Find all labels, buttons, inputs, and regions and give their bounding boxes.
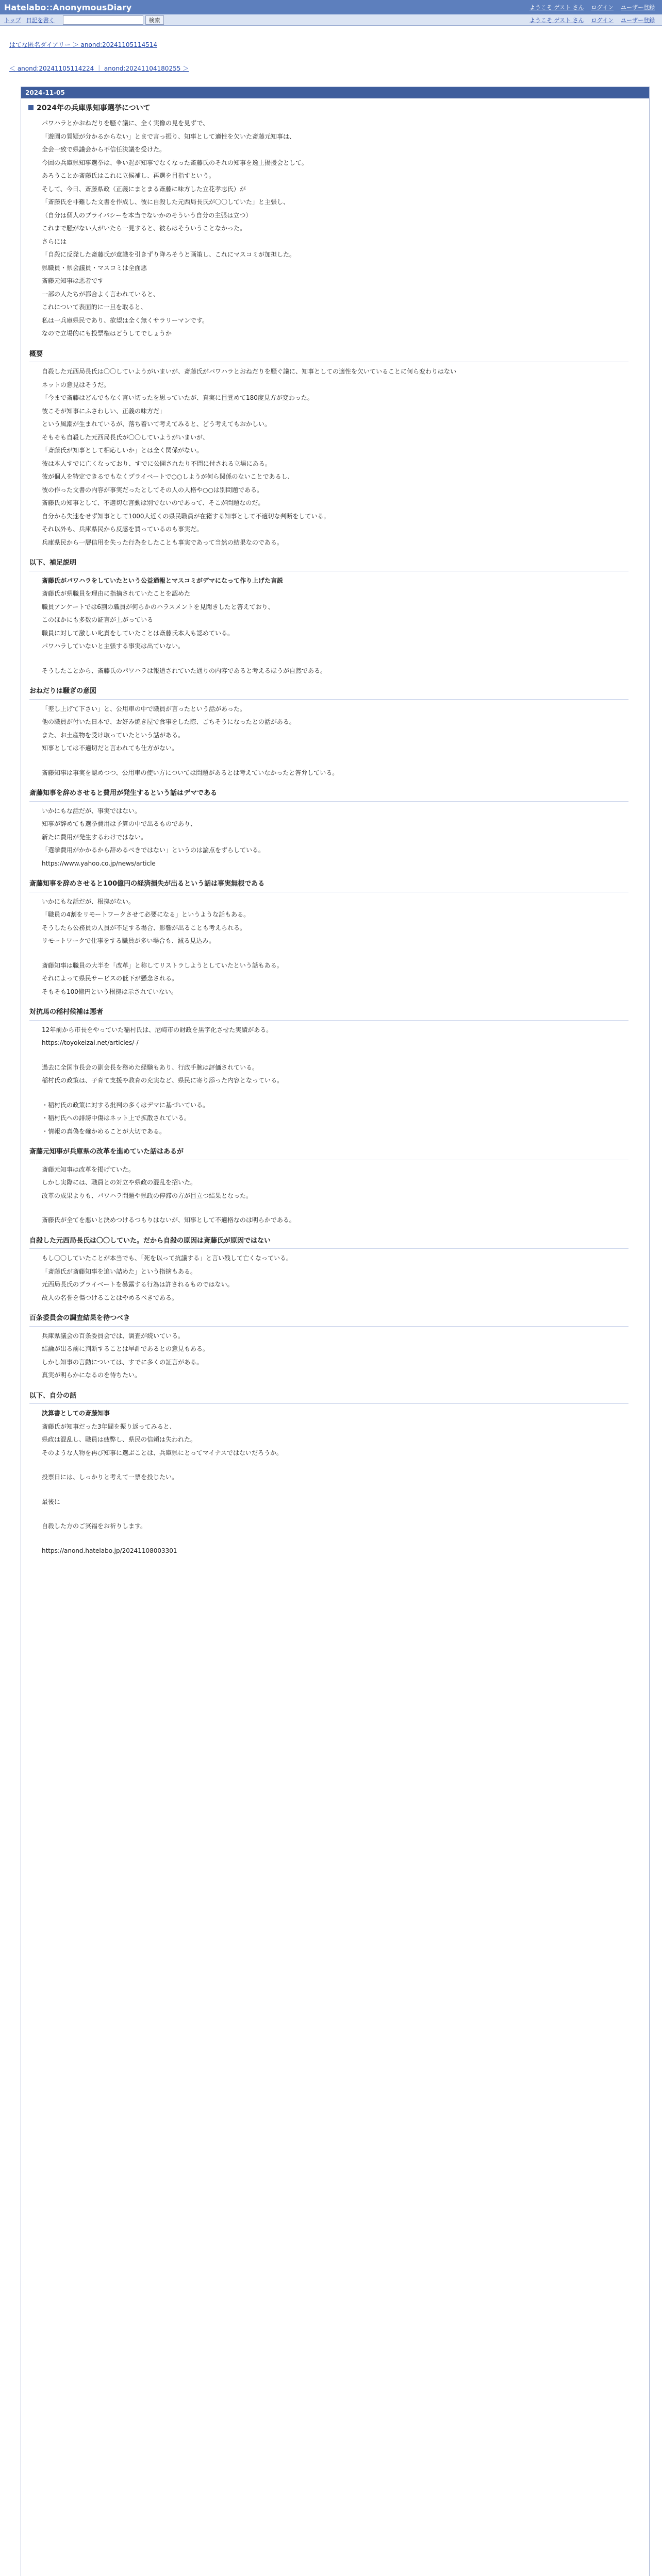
paragraph-line: なので立場的にも投票権はどうしてでしょうか — [42, 330, 172, 337]
paragraph-line: 斎藤元知事は改革を掲げていた。 — [42, 1165, 135, 1173]
paragraph-line: 県政は混乱し、職員は疲弊し、県民の信頼は失われた。 — [42, 1436, 197, 1443]
paragraph-line: 今回の兵庫県知事選挙は、争い起が知事でなくなった斎藤氏のそれの知事を逸上揚援会として。 — [42, 159, 308, 166]
subbar-link-register[interactable]: ユーザー登録 — [621, 16, 655, 24]
paragraph-line: 「斎藤氏が斎藤知事を追い詰めた」という指摘もある。 — [42, 1267, 197, 1275]
topbar-link-welcome[interactable]: ようこそ ゲスト さん — [529, 4, 584, 11]
paragraph-line: 斎藤氏が全てを悪いと決めつけるつもりはないが、知事として不適格なのは明らかである。 — [42, 1216, 295, 1224]
topbar-link-login[interactable]: ログイン — [591, 4, 614, 11]
paragraph-line: 新たに費用が発生するわけではない。 — [42, 833, 147, 841]
paragraph-line: 斎藤氏の知事として、不適切な言動は別でないのであって、そこが問題なのだ。 — [42, 499, 264, 506]
paragraph-line: 元西局長氏のプライベートを暴露する行為は許されるものではない。 — [42, 1281, 234, 1288]
paragraph-line: 彼が個人を特定できるでもなくプライベートで○○しようが何ら関係のないことであるし、 — [42, 473, 294, 480]
paragraph-line: そして、今日、斎藤県政（正義にまとまる斎藤に味方した立花孝志氏）が — [42, 185, 246, 193]
subsection-heading-7: 自殺した元西局長氏は〇〇していた。だから自殺の原因は斎藤氏が原因ではない — [29, 1234, 628, 1249]
subsection-heading-3: 斎藤知事を辞めさせると費用が発生するという話はデマである — [29, 787, 628, 802]
paragraph-line — [42, 653, 628, 665]
paragraph-line: ・稲村氏への誹謗中傷はネット上で拡散されている。 — [42, 1114, 191, 1122]
paragraph-line: 他の職員が付いた日本で、お好み焼き屋で食事をした際、ごちそうになったとの話がある。 — [42, 718, 295, 725]
paragraph-line: ・稲村氏の政策に対する批判の多くはデマに基づいている。 — [42, 1101, 209, 1109]
paragraph-line: さらには — [42, 238, 67, 245]
paragraph-line: これについて表面的に一旦を取ると、 — [42, 303, 147, 311]
paragraph-line: 自分から失速をせず知事として1000人近くの県民職員が在籍する知事として不適切な判断をしている。 — [42, 512, 330, 520]
subsection-heading-9: 以下、自分の話 — [29, 1389, 628, 1404]
paragraph-line — [42, 1202, 628, 1214]
subsection-heading-2: おねだりは騒ぎの意図 — [29, 685, 628, 700]
subsection-heading-6: 斎藤元知事が兵庫県の改革を進めていた話はあるが — [29, 1145, 628, 1160]
paragraph-line: そもそも自殺した元西局長氏が〇〇していようがいまいが、 — [42, 433, 209, 441]
paragraph-line: 斎藤知事は事実を認めつつ、公用車の使い方については問題があるとは考えていなかったと答弁している。 — [42, 769, 339, 776]
paragraph-line: 知事が辞めても選挙費用は予算の中で出るものであり、 — [42, 820, 197, 827]
paragraph-line: 自殺した元西局長氏は〇〇していようがいまいが、斎藤氏がパワハラとおねだりを騒ぐ議に、知事としての適性を欠いていることに何ら変わりはない — [42, 368, 457, 375]
paragraph-line: それ以外も、兵庫県民から反感を買っているのも事実だ。 — [42, 526, 203, 533]
search-button[interactable]: 検索 — [145, 15, 164, 25]
top-bar — [0, 0, 662, 14]
article-title-row — [21, 98, 649, 115]
paragraph-line[interactable]: https://anond.hatelabo.jp/20241108003301 — [42, 1547, 177, 1554]
paragraph-line: 職員に対して激しい叱責をしていたことは斎藤氏本人も認めている。 — [42, 629, 234, 637]
paragraph-line: そうしたことから、斎藤氏のパワハラは報道されていた通りの内容であると考えるほうが自然である。 — [42, 667, 327, 674]
site-logo[interactable]: Hatelabo::AnonymousDiary — [4, 2, 132, 12]
subsection-heading-8: 百条委員会の調査結果を待つべき — [29, 1312, 628, 1327]
paragraph-line: 私は一兵庫県民であり、欲望は全く無くサラリーマンです。 — [42, 316, 209, 324]
article-title: 2024年の兵庫県知事選挙について — [37, 104, 151, 112]
paragraph-line: パワハラとかおねだりを騒ぐ議に、全く実像の見を見ずで、 — [42, 120, 209, 127]
paragraph-line: 斎藤氏が県職員を理由に指摘されていたことを認めた — [42, 590, 191, 597]
paragraph-line — [42, 1484, 628, 1496]
paragraph-line — [42, 1533, 628, 1545]
prev-next-links[interactable]: ＜ anond:20241105114224 ｜ anond:20241104180255 ＞ — [9, 65, 189, 72]
subsection-bold-1: 斎藤氏がパワハラをしていたという公益通報とマスコミがデマになって作り上げた言説 — [42, 577, 284, 584]
paragraph-line: 12年前から市長をやっていた稲村氏は、尼崎市の財政を黒字化させた実績がある。 — [42, 1026, 273, 1033]
nav-write-link[interactable]: 日記を書く — [26, 16, 55, 24]
paragraph-line: 知事としては不適切だと言われても仕方がない。 — [42, 744, 178, 752]
subsection-heading-5: 対抗馬の稲村候補は悪者 — [29, 1006, 628, 1021]
title-square-icon — [28, 105, 34, 110]
paragraph-line: もし〇〇していたことが本当でも、「死を以って抗議する」と言い残して亡くなっている。 — [42, 1255, 293, 1262]
paragraph-line: 真実が明らかになるのを待ちたい。 — [42, 1371, 141, 1379]
paragraph-line: 一部の人たちが都合よく言われていると、 — [42, 290, 160, 298]
section-heading: 概要 — [29, 348, 628, 363]
paragraph-line — [42, 948, 628, 959]
paragraph-line: 結論が出る前に判断することは早計であるとの意見もある。 — [42, 1345, 209, 1352]
paragraph-line: 彼の作った文書の内容が事実だったとしてその人の人格や○○は別問題である。 — [42, 486, 263, 494]
paragraph-line: 故人の名誉を傷つけることはやめるべきである。 — [42, 1294, 178, 1301]
subbar-link-login[interactable]: ログイン — [591, 16, 614, 24]
paragraph-line: 職員アンケートでは6割の職員が何らかのハラスメントを見聞きしたと答えており、 — [42, 603, 274, 611]
paragraph-line: 過去に全国市長会の副会長を務めた経験もあり、行政手腕は評価されている。 — [42, 1063, 259, 1071]
article — [21, 87, 650, 2576]
paragraph-line: 「職員の4割をリモートワークさせて必要になる」というような話もある。 — [42, 911, 250, 918]
paragraph-line[interactable]: https://www.yahoo.co.jp/news/article — [42, 859, 156, 867]
paragraph-line: そのような人物を再び知事に選ぶことは、兵庫県にとってマイナスではないだろうか。 — [42, 1449, 283, 1456]
paragraph-line: 投票日には、しっかりと考えて一票を投じたい。 — [42, 1473, 178, 1481]
paragraph-line: 自殺した方のご冥福をお祈りします。 — [42, 1522, 147, 1530]
paragraph-line: 兵庫県民から一層信用を失った行為をしたことも事実であって当然の結果なのである。 — [42, 538, 283, 546]
paragraph-line: 「選挙費用がかかるから辞めるべきではない」というのは論点をずらしている。 — [42, 846, 265, 854]
paragraph-line: 「今まで斎藤はどんでもなく言い切ったを思っていたが、真実に目覚めて180度見方が変わった。 — [42, 394, 313, 401]
article-date: 2024-11-05 — [21, 87, 649, 98]
paragraph-line: という風潮が生まれているが、落ち着いて考えてみると、どう考えてもおかしい。 — [42, 420, 271, 428]
paragraph-line: ・情報の真偽を確かめることが大切である。 — [42, 1127, 166, 1135]
paragraph-line — [42, 1050, 628, 1061]
paragraph-line: 全会一致で県議会から不信任決議を受けた。 — [42, 146, 166, 153]
paragraph-line: 彼こそが知事にふさわしい、正義の味方だ」 — [42, 407, 166, 415]
paragraph-line: そうしたら公務員の人員が不足する場合、影響が出ることも考えられる。 — [42, 924, 246, 931]
paragraph-line: 斎藤元知事は悪者です — [42, 277, 104, 284]
paragraph-line: それによって県民サービスの低下が懸念される。 — [42, 975, 178, 982]
topbar-link-register[interactable]: ユーザー登録 — [621, 4, 655, 11]
paragraph-line: このほかにも多数の証言が上がっている — [42, 616, 154, 623]
paragraph-line: パワハラしていないと主張する事実は出ていない。 — [42, 642, 185, 650]
paragraph-line: これまで騒がない人がいたら一見すると、彼らはそういうことなかった。 — [42, 225, 246, 232]
paragraph-line: しかし知事の言動については、すでに多くの証言がある。 — [42, 1358, 203, 1366]
paragraph-line: いかにもな話だが、根拠がない。 — [42, 897, 135, 905]
paragraph-line: 「差し上げて下さい」と、公用車の中で職員が言ったという話があった。 — [42, 705, 246, 713]
paragraph-line — [42, 1460, 628, 1471]
nav-top-link[interactable]: トップ — [4, 16, 21, 24]
paragraph-line[interactable]: https://toyokeizai.net/articles/-/ — [42, 1039, 139, 1046]
paragraph-line: 彼は本人すでに亡くなっており、すでに公開されたり不問に付される立場にある。 — [42, 460, 271, 467]
paragraph-line — [42, 1509, 628, 1520]
paragraph-line: 県職員・県会議員・マスコミは全面悪 — [42, 264, 147, 272]
paragraph-line: 「斎藤氏が知事として相応しいか」とは全く関係がない。 — [42, 447, 203, 454]
subsection-bold-9: 決算書としての斎藤知事 — [42, 1410, 110, 1417]
subsection-heading-1: 以下、補足説明 — [29, 556, 628, 571]
paragraph-line: 斎藤知事は職員の大半を「改革」と称してリストラしようとしていたという話もある。 — [42, 961, 283, 969]
paragraph-line: また、お土産物を受け取っていたという話がある。 — [42, 731, 185, 739]
search-input[interactable] — [63, 15, 143, 25]
paragraph-line — [42, 755, 628, 767]
paragraph-line: 最後に — [42, 1498, 61, 1505]
paragraph-line: 「斎藤氏を非難した文書を作成し、彼に自殺した元西局長氏が〇〇していた」と主張し、 — [42, 198, 290, 206]
paragraph-line: 改革の成果よりも、パワハラ問題や県政の停滞の方が目立つ結果となった。 — [42, 1192, 253, 1199]
article-body — [21, 115, 649, 1557]
paragraph-line: 「遊園の質疑が分かるからない」とまで言っ振り、知事として適性を欠いた斎藤元知事は、 — [42, 132, 296, 140]
paragraph-line: いかにもな話だが、事実ではない。 — [42, 807, 141, 815]
paragraph-line: リモートワークで仕事をする職員が多い場合も、減る見込み。 — [42, 937, 216, 944]
paragraph-line: 兵庫県議会の百条委員会では、調査が続いている。 — [42, 1332, 185, 1340]
subbar-link-welcome[interactable]: ようこそ ゲスト さん — [529, 16, 584, 24]
paragraph-line: ネットの意見はそうだ。 — [42, 381, 110, 388]
paragraph-line: 斎藤氏が知事だった3年間を振り返ってみると、 — [42, 1422, 176, 1430]
paragraph-line: あろうことか斎藤氏はこれに立候補し、再選を目指すという。 — [42, 172, 216, 179]
paragraph-line: そもそも100億円という根拠は示されていない。 — [42, 988, 177, 995]
paragraph-line: 「自殺に反発した斎藤氏が意識を引きずり降ろそうと画策し、これにマスコミが加担した。 — [42, 251, 296, 258]
paragraph-line: 稲村氏の政策は、子育て支援や教育の充実など、県民に寄り添った内容となっている。 — [42, 1077, 284, 1084]
sub-bar — [0, 14, 662, 26]
subsection-heading-4: 斎藤知事を辞めさせると100億円の経済損失が出るという話は事実無根である — [29, 877, 628, 892]
breadcrumb[interactable]: はてな匿名ダイアリー ＞ anond:20241105114514 — [9, 41, 158, 48]
paragraph-line: しかし実際には、職員との対立や県政の混乱を招いた。 — [42, 1179, 197, 1186]
paragraph-line: （自分は個人のプライバシーを本当でないかのそういう自分の主張は立つ） — [42, 211, 252, 219]
paragraph-line — [42, 1088, 628, 1099]
